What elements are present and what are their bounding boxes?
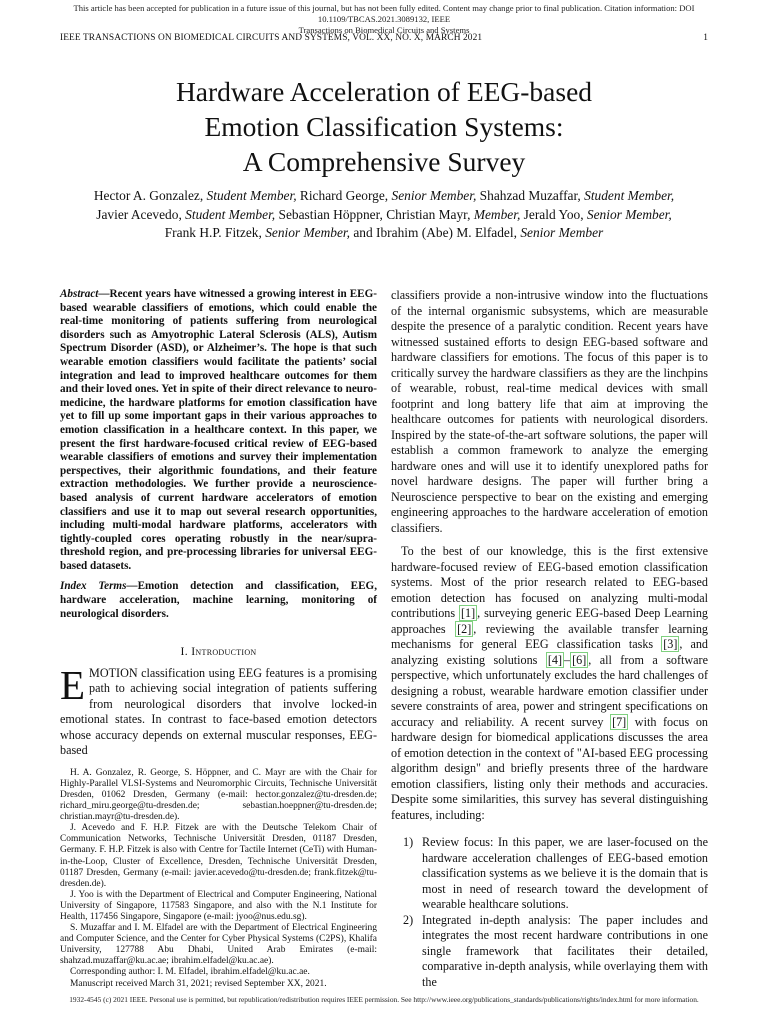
running-head <box>60 33 708 43</box>
author-role: Senior Member <box>520 225 604 240</box>
list-text: Integrated in-depth analysis: The paper includes and integrates the most recent hardware contributions in one single framework that facilitates their detailed, comparative in-depth analysis, while overlaying them with the <box>422 912 708 989</box>
author-line-3 <box>55 224 713 243</box>
author-role: Senior Member, <box>265 225 350 240</box>
body-paragraph-2 <box>391 544 708 823</box>
paper-title <box>60 74 708 179</box>
author-name: Hector A. Gonzalez, <box>93 188 204 203</box>
body-paragraph-1: classifiers provide a non-intrusive window into the fluctuations of the internal organismic subsystems, which are measurable despite the presence of a paralytic condition. Recent years have witnessed sustained efforts to design EEG-based software and hardware classifiers for emotions. The focus of this paper is to critically survey the hardware classifiers as they are the linchpins of wearable, robust, real-time medical devices with small footprint and long battery life that aim at improving the healthcare outcomes for patients with neurological disorders. Inspired by the state-of-the-art software solutions, the paper will establish a common framework to analyze the emerging hardware ones and will use it to identify unexplored paths for novel hardware designs. The paper will further bring a Neuroscience perspective to bear on the existing and emerging engineering approaches to the hardware acceleration of emotion classifiers. <box>391 288 708 535</box>
footnote: H. A. Gonzalez, R. George, S. Höppner, and C. Mayr are with the Chair for Highly-Parallel VLSI-Systems and Neuromorphic Circuits, Technische Universität Dresden, 01062 Dresden, Germany (e-mail: hector.gonzalez@tu-dresden.de; richard_miru.george@tu-dresden.de; sebastian.hoeppner@tu-dresden.de; christian.mayr@tu-dresden.de). <box>60 767 377 823</box>
citation-link[interactable]: [4] <box>547 652 562 667</box>
author-list <box>55 187 713 243</box>
paragraph-text: , all from a software perspective, which unfortunately excludes the hard challenges of designing a robust, wearable hardware emotion classifier under severe constraints of area, power and stringent specifications on accuracy and reliability. A recent survey <box>391 652 708 729</box>
abstract-text: —Recent years have witnessed a growing interest in EEG-based wearable classifiers of emotions, which could enable the real-time monitoring of patients suffering from neurological disorders such as Amyotrophic Lateral Sclerosis (ALS), Autism Spectrum Disorder (ASD), or Alzheimer’s. The hope is that such wearable emotion classifiers would facilitate the patients’ social integration and lead to improved healthcare outcomes for them and their loved ones. Yet in spite of their direct relevance to neuro-medicine, the hardware platforms for emotion classification have yet to fill up some important gaps in their various approaches to emotion classification in a healthcare context. In this paper, we present the first hardware-focused critical review of EEG-based wearable classifiers of emotions and survey their implementation perspectives, their algorithmic foundations, and their feature extraction methodologies. We further provide a neuroscience-based analysis of current hardware accelerators of emotion classifiers and use it to map out several research opportunities, including multi-modal hardware platforms, accelerators with tightly-coupled cores operating robustly in the near/supra-threshold region, and pre-processing libraries for universal EEG-based datasets. <box>60 288 377 572</box>
drop-cap: E <box>60 661 86 708</box>
section-heading-introduction <box>60 644 377 660</box>
section-title: Introduction <box>191 644 257 659</box>
paragraph-text: with focus on hardware design for biomedical applications discusses the area of emotion detection in the context of "AI-based EEG processing algorithm design" and briefly presents three of the hardware emotion classifiers, listing only their methods and accuracies. Despite some similarities, this survey has several distinguishing features, including: <box>391 714 708 822</box>
author-footnotes <box>60 768 377 990</box>
copyright-footer: 1932-4545 (c) 2021 IEEE. Personal use is permitted, but republication/redistribution requires IEEE permission. See http://www.ieee.org/publications_standards/publications/rights/index.html for more information. <box>69 995 699 1004</box>
paragraph-text: , and analyzing existing solutions <box>391 637 708 667</box>
abstract <box>60 288 377 573</box>
author-role: Student Member, <box>206 188 297 203</box>
abstract-lead: Abstract <box>60 288 99 300</box>
citation-link[interactable]: [6] <box>572 652 587 667</box>
title-line-1: Hardware Acceleration of EEG-based <box>175 76 593 107</box>
footnote: J. Acevedo and F. H.P. Fitzek are with the Deutsche Telekom Chair of Communication Networks, Technische Universität Dresden, 01187 Dresden, Germany. F. H.P. Fitzek is also with Centre for Tactile Internet (CeTi) with Human-in-the-Loop, Cluster of Excellence, Dresden, Technische Universität Dresden, 01187 Dresden, Germany (e-mail: javier.acevedo@tu-dresden.de; frank.fitzek@tu-dresden.de). <box>60 823 377 889</box>
citation-link[interactable]: [1] <box>460 606 476 620</box>
intro-paragraph <box>60 661 377 759</box>
footnote: J. Yoo is with the Department of Electrical and Computer Engineering, National University of Singapore, 117583 Singapore, and also with the N.1 Institute for Health, 117456 Singapore, Singapore (e-mail: jyoo@nus.edu.sg). <box>60 889 377 922</box>
author-name: Sebastian Höppner, Christian Mayr, <box>278 206 471 222</box>
banner-line-1: This article has been accepted for publication in a future issue of this journal, but has not been fully edited. Content may change prior to final publication. Citation information: DOI 10.1109/TBCAS.2021.3089132, IEEE <box>73 3 695 24</box>
author-role: Student Member, <box>584 188 675 203</box>
author-role: Senior Member, <box>586 206 672 222</box>
intro-text: MOTION classification using EEG features is a promising path to achieving social integration of patients suffering from neurological disorders that involve locked-in emotional states. In contrast to face-based emotion detectors whose accuracy depends on external muscular responses, EEG-based <box>60 665 377 758</box>
paragraph-text: – <box>564 652 571 667</box>
contribution-list <box>391 835 708 990</box>
author-role: Student Member, <box>185 206 276 222</box>
list-item <box>391 835 708 913</box>
footnote: S. Muzaffar and I. M. Elfadel are with the Department of Electrical Engineering and Computer Science, and the Center for Cyber Physical Systems (C2PS), Khalifa University, 127788 Abu Dhabi, United Arab Emirates (e-mail: shahzad.muzaffar@ku.ac.ae; ibrahim.elfadel@ku.ac.ae). <box>60 923 377 967</box>
footnote: Corresponding author: I. M. Elfadel, ibrahim.elfadel@ku.ac.ae. <box>70 967 310 978</box>
author-name: Frank H.P. Fitzek, <box>164 225 262 240</box>
paragraph-text: , reviewing the available transfer learning mechanisms for general EEG classification tasks <box>391 621 708 651</box>
list-number: 2) <box>403 912 414 927</box>
author-name: Shahzad Muzaffar, <box>479 188 581 203</box>
paragraph-text: , surveying generic EEG-based Deep Learning approaches <box>391 606 708 636</box>
page-number: 1 <box>703 33 708 43</box>
index-terms-lead: Index Terms <box>60 580 127 593</box>
author-line-2 <box>55 206 713 225</box>
section-number: I. <box>180 644 188 659</box>
index-terms-text: —Emotion detection and classification, EEG, hardware acceleration, machine learning, monitoring of neurological disorders. <box>60 580 377 620</box>
citation-link[interactable]: [3] <box>663 637 678 651</box>
journal-name: IEEE TRANSACTIONS ON BIOMEDICAL CIRCUITS AND SYSTEMS, VOL. XX, NO. X, MARCH 2021 <box>60 33 483 43</box>
author-role: Member, <box>473 206 521 222</box>
paragraph-text: To the best of our knowledge, this is the first extensive hardware-focused review of EEG-based emotion classification systems. Most of the prior research related to EEG-based emotion detection has focused on analyzing multi-modal contributions <box>391 544 708 620</box>
author-line-1 <box>55 187 713 206</box>
author-name: Richard George, <box>299 188 389 203</box>
title-line-2: Emotion Classification Systems: <box>204 111 564 142</box>
list-number: 1) <box>403 835 414 849</box>
author-name: Jerald Yoo, <box>523 206 584 222</box>
footnote: Manuscript received March 31, 2021; revised September XX, 2021. <box>70 978 327 989</box>
author-name: Javier Acevedo, <box>96 206 182 222</box>
right-column <box>391 288 708 990</box>
list-text: Review focus: In this paper, we are laser-focused on the hardware acceleration challenges of EEG-based emotion classification systems as we believe it is the domain that is most in need of research toward the development of wearable healthcare solutions. <box>422 835 708 911</box>
author-role: Senior Member, <box>391 188 477 203</box>
citation-link[interactable]: [7] <box>612 714 627 729</box>
citation-link[interactable]: [2] <box>457 621 472 636</box>
author-name: and Ibrahim (Abe) M. Elfadel, <box>353 225 517 240</box>
banner-line-2: Transactions on Biomedical Circuits and Systems <box>298 25 470 35</box>
list-item <box>391 913 708 991</box>
left-column <box>60 288 377 990</box>
publication-banner <box>20 3 748 36</box>
index-terms <box>60 580 377 621</box>
title-line-3: A Comprehensive Survey <box>242 146 526 177</box>
